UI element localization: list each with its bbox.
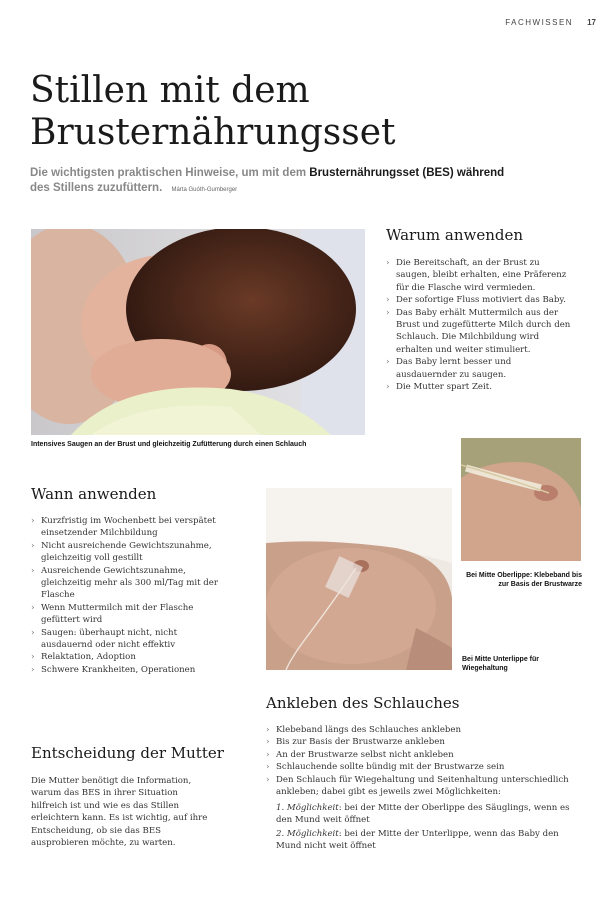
heading-warum-anwenden: Warum anwenden [386, 226, 523, 244]
list-item: › Wenn Muttermilch mit der Flasche gefüttert wird [31, 602, 221, 627]
lead-text-2: Brusternährungsset (BES) während [309, 167, 505, 179]
lead-paragraph [30, 166, 575, 198]
title-line-2: Brusternährungsset [30, 112, 396, 153]
heading-entscheidung: Entscheidung der Mutter [31, 744, 224, 762]
list-item: › Relaktation, Adoption [31, 651, 221, 663]
breastfeeding-photo [31, 229, 365, 435]
option-2-label: 2. Möglichkeit [276, 829, 339, 839]
list-item: › Das Baby erhält Muttermilch aus der Brust und zugefütterte Milch durch den Schlauch. Die Milchbildung wird erhalten und weiter stimuliert. [386, 307, 574, 357]
list-item: › Schwere Krankheiten, Operationen [31, 664, 221, 676]
list-item: › Klebeband längs des Schlauches ankleben [266, 724, 576, 736]
list-wann [31, 515, 221, 676]
option-2 [276, 828, 574, 853]
page-title [30, 70, 570, 154]
list-item: › An der Brustwarze selbst nicht ankleben [266, 749, 576, 761]
page-number: 17 [587, 18, 596, 27]
upper-lip-caption: Bei Mitte Oberlippe: Klebeband bis zur Basis der Brustwarze [466, 572, 582, 588]
main-photo-caption: Intensives Saugen an der Brust und gleichzeitig Zufütterung durch einen Schlauch [31, 441, 307, 448]
lead-text-1: Die wichtigsten praktischen Hinweise, um mit dem [30, 167, 310, 179]
list-item: › Kurzfristig im Wochenbett bei verspätet einsetzender Milchbildung [31, 515, 221, 540]
list-item: › Den Schlauch für Wiegehaltung und Seitenhaltung unterschiedlich ankleben; dabei gibt es jeweils zwei Möglichkeiten: [266, 774, 576, 799]
title-line-1: Stillen mit dem [30, 70, 310, 111]
list-item: › Nicht ausreichende Gewichtszunahme, gleichzeitig voll gestillt [31, 540, 221, 565]
option-2-text: : bei der Mitte der Unterlippe, wenn das Baby den Mund nicht weit öffnet [276, 829, 559, 852]
list-item: › Die Mutter spart Zeit. [386, 381, 574, 393]
tube-lower-lip-photo [266, 488, 452, 670]
list-ankleben [266, 724, 576, 798]
option-1-text: : bei der Mitte der Oberlippe des Säuglings, wenn es den Mund weit öffnet [276, 803, 570, 826]
list-warum [386, 257, 574, 393]
list-item: › Das Baby lernt besser und ausdauernder zu saugen. [386, 356, 574, 381]
list-item: › Ausreichende Gewichtszunahme, gleichzeitig mehr als 300 ml/Tag mit der Flasche [31, 565, 221, 602]
list-item: › Die Bereitschaft, an der Brust zu saugen, bleibt erhalten, eine Präferenz für die Flasche wird vermieden. [386, 257, 574, 294]
heading-ankleben: Ankleben des Schlauches [266, 694, 460, 712]
list-item: › Schlauchende sollte bündig mit der Brustwarze sein [266, 761, 576, 773]
list-item: › Bis zur Basis der Brustwarze ankleben [266, 736, 576, 748]
running-header [505, 18, 596, 27]
section-label: FACHWISSEN [505, 18, 574, 27]
entscheidung-text: Die Mutter benötigt die Information, warum das BES in ihrer Situation hilfreich ist und wie es das Stillen erleichtern kann. Es ist wichtig, auf ihre Entscheidung, ob sie das BES ausprobieren möchte, zu warten. [31, 776, 208, 849]
author-name: Márta Guóth-Gumberger [171, 187, 238, 193]
tube-upper-lip-photo [461, 438, 581, 561]
heading-wann-anwenden: Wann anwenden [31, 485, 157, 503]
list-item: › Saugen: überhaupt nicht, nicht ausdauernd oder nicht effektiv [31, 627, 221, 652]
lead-text-3: des Stillens zuzufüttern. [30, 182, 163, 194]
lower-lip-caption: Bei Mitte Unterlippe für Wiegehaltung [462, 656, 540, 672]
option-1 [276, 802, 574, 827]
list-item: › Der sofortige Fluss motiviert das Baby. [386, 294, 574, 306]
option-1-label: 1. Möglichkeit [276, 803, 339, 813]
